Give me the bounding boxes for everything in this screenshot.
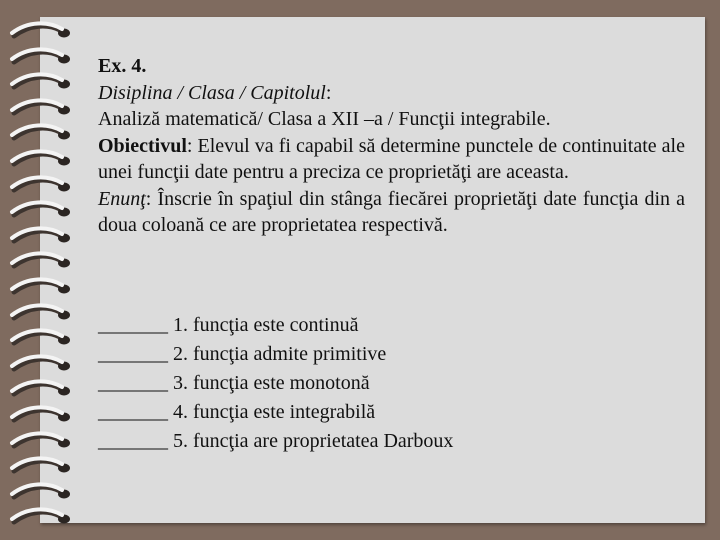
spiral-ring-icon: [0, 402, 90, 428]
list-item[interactable]: [98, 369, 678, 398]
spiral-ring-icon: [0, 197, 90, 223]
answer-blank[interactable]: _______: [98, 372, 168, 394]
spiral-ring-icon: [0, 120, 90, 146]
exercise-title: Ex. 4.: [98, 55, 147, 77]
subject-value: Analiză matematică/ Clasa a XII –a / Funcţii integrabile.: [98, 108, 551, 130]
subject-line: [98, 80, 685, 107]
subject-label: Disiplina / Clasa / Capitolul: [98, 81, 326, 104]
statement-text: : Înscrie în spaţiul din stânga fiecărei proprietăţi date funcţia din a doua coloană ce are proprietatea respectivă.: [98, 187, 685, 236]
objective-text: : Elevul va fi capabil să determine punctele de continuitate ale unei funcţii date pentru a preciza ce proprietăţi are aceasta.: [98, 134, 685, 183]
list-item[interactable]: [98, 340, 678, 369]
property-text: 3. funcţia este monotonă: [173, 372, 370, 394]
spiral-ring-icon: [0, 325, 90, 351]
spiral-ring-icon: [0, 479, 90, 505]
spiral-ring-icon: [0, 453, 90, 479]
objective-paragraph: [98, 133, 685, 186]
list-item[interactable]: [98, 427, 678, 456]
spiral-ring-icon: [0, 504, 90, 530]
spiral-ring-icon: [0, 223, 90, 249]
spiral-ring-icon: [0, 300, 90, 326]
spiral-ring-icon: [0, 95, 90, 121]
answer-blank[interactable]: _______: [98, 430, 168, 452]
property-text: 5. funcţia are proprietatea Darboux: [173, 430, 454, 452]
exercise-text: [98, 53, 685, 239]
objective-label: Obiectivul: [98, 134, 187, 157]
answer-blank[interactable]: _______: [98, 401, 168, 423]
spiral-ring-icon: [0, 274, 90, 300]
spiral-ring-icon: [0, 248, 90, 274]
spiral-ring-icon: [0, 44, 90, 70]
properties-list: [98, 311, 678, 456]
list-item[interactable]: [98, 311, 678, 340]
spiral-ring-icon: [0, 69, 90, 95]
property-text: 2. funcţia admite primitive: [173, 343, 387, 365]
spiral-ring-icon: [0, 351, 90, 377]
spiral-binding: [0, 10, 90, 530]
spiral-ring-icon: [0, 172, 90, 198]
statement-label: Enunţ: [98, 187, 146, 210]
statement-paragraph: [98, 186, 685, 239]
property-text: 1. funcţia este continuă: [173, 314, 359, 336]
list-item[interactable]: [98, 398, 678, 427]
answer-blank[interactable]: _______: [98, 343, 168, 365]
spiral-ring-icon: [0, 18, 90, 44]
spiral-ring-icon: [0, 146, 90, 172]
answer-blank[interactable]: _______: [98, 314, 168, 336]
spiral-ring-icon: [0, 376, 90, 402]
subject-colon: :: [325, 81, 332, 104]
spiral-ring-icon: [0, 428, 90, 454]
property-text: 4. funcţia este integrabilă: [173, 401, 376, 423]
